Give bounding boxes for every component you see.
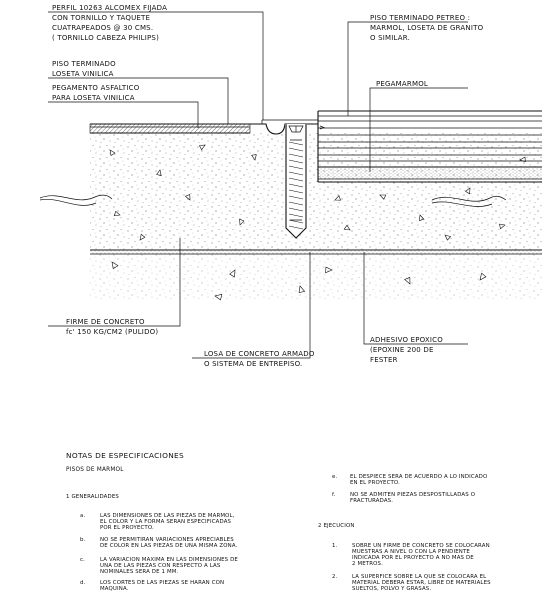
label-pegamarmol [376,80,428,88]
adhesivo-line-1: ADHESIVO EPOXICO [370,336,443,344]
pegamento-line-2: PARA LOSETA VINILICA [52,94,135,102]
pegamento-line-1: PEGAMENTO ASFALTICO [52,84,140,92]
label-adhesivo [370,336,443,364]
floor-section [40,111,542,301]
section-1-title: 1 GENERALIDADES [66,494,119,500]
svg-text:ADHESIVO EPOXICO [370,336,443,344]
note-d-line-2: MAQUINA. [100,586,129,592]
note-1-line-2: MUESTRAS A NIVEL O CON LA PENDIENTE [352,549,470,555]
losa-line-2: O SISTEMA DE ENTREPISO. [204,360,303,368]
note-e-letter: e. [332,474,338,480]
note-c-line-1: LA VARIACION MAXIMA EN LAS DIMENSIONES DE [100,557,238,563]
note-2-line-1: LA SUPERFICE SOBRE LA QUE SE COLOCARA EL [352,574,487,580]
svg-text:PEGAMENTO ASFALTICO [52,84,140,92]
specification-notes [66,451,491,592]
perfil-line-3: CUATRAPEADOS @ 30 CMS. [52,24,154,32]
svg-text:MARMOL, LOSETA DE GRANITO [370,24,484,32]
svg-text:CON TORNILLO Y TAQUETE [52,14,150,22]
pegamarmol-line-1: PEGAMARMOL [376,80,428,88]
note-c-line-2: UNA DE LAS PIEZAS CON RESPECTO A LAS [100,563,221,569]
svg-text:FIRME DE CONCRETO [66,318,145,326]
notes-subtitle: PISOS DE MARMOL [66,467,124,473]
note-a-letter: a. [80,513,86,519]
label-losa [204,350,315,368]
firme-line-1: FIRME DE CONCRETO [66,318,145,326]
svg-text:PISO TERMINADO [52,60,116,68]
notes-title: NOTAS DE ESPECIFICACIONES [66,451,184,460]
svg-text:PEGAMARMOL [376,80,428,88]
adhesivo-line-3: FESTER [370,356,398,364]
concrete-firm-layer [90,133,542,250]
piso-vinilico-line-2: LOSETA VINILICA [52,70,114,78]
note-d-letter: d. [80,580,86,586]
svg-text:PISO TERMINADO PETREO : [370,14,470,22]
piso-petreo-line-3: O SIMILAR. [370,34,411,42]
losa-line-1: LOSA DE CONCRETO ARMADO [204,350,315,358]
firme-line-2: fc' 150 KG/CM2 (PULIDO) [66,328,159,336]
note-c-letter: c. [80,557,85,563]
section-2-title: 2 EJECUCION [318,523,355,529]
note-a-line-2: EL COLOR Y LA FORMA SERAN ESPECIFICADAS [100,519,232,525]
note-1-line-3: INDICADA POR EL PROYECTO A NO MAS DE [352,555,474,561]
svg-text:LOSA DE CONCRETO ARMADO [204,350,315,358]
note-b-line-2: DE COLOR EN LAS PIEZAS DE UNA MISMA ZONA. [100,543,238,549]
note-f-line-2: FRACTURADAS. [350,498,394,504]
svg-text:(EPOXINE 200 DE [370,346,434,354]
concrete-slab-layer [90,254,542,299]
pegamarmol-layer [318,167,542,179]
svg-text:FESTER [370,356,398,364]
note-1-line-4: 2 METROS. [352,561,383,567]
note-1-line-1: SOBRE UN FIRME DE CONCRETO SE COLOCARAN [352,543,490,549]
note-d-line-1: LOS CORTES DE LAS PIEZAS SE HARAN CON [100,580,225,586]
note-a-line-1: LAS DIMENSIONES DE LAS PIEZAS DE MARMOL, [100,513,235,519]
perfil-line-2: CON TORNILLO Y TAQUETE [52,14,151,22]
note-2-line-3: SUELTOS, POLVO Y GRASAS. [352,586,432,592]
screw-and-plug [285,124,307,238]
label-piso-petreo [370,14,484,42]
svg-text:O SISTEMA DE ENTREPISO. [204,360,302,368]
svg-text:( TORNILLO CABEZA PHILIPS) [52,34,159,42]
svg-text:CUATRAPEADOS @ 30 CMS. [52,24,153,32]
perfil-line-4: ( TORNILLO CABEZA PHILIPS) [52,34,160,42]
note-b-line-1: NO SE PERMITIRAN VARIACIONES APRECIABLES [100,537,234,543]
svg-text:PARA LOSETA VINILICA [52,94,135,102]
note-2-number: 2. [332,574,338,580]
note-f-letter: f. [332,492,336,498]
perfil-line-1: PERFIL 10263 ALCOMEX FIJADA [52,4,168,12]
label-piso-vinilico [52,60,116,78]
svg-text:LOSETA VINILICA [52,70,114,78]
label-pegamento [52,84,140,102]
adhesivo-line-2: (EPOXINE 200 DE [370,346,434,354]
note-a-line-3: POR EL PROYECTO. [100,525,154,531]
piso-petreo-line-1: PISO TERMINADO PETREO : [370,14,471,22]
note-2-line-2: MATERIAL DEBERA ESTAR, LIBRE DE MATERIALES [352,580,491,586]
piso-petreo-line-2: MARMOL, LOSETA DE GRANITO [370,24,484,32]
label-firme [66,318,158,336]
svg-text:fc' 150 KG/CM2 (PULIDO) [66,328,158,336]
note-b-letter: b. [80,537,86,543]
note-e-line-2: EN EL PROYECTO. [350,480,400,486]
note-1-number: 1. [332,543,338,549]
svg-text:PERFIL 10263 ALCOMEX FIJADA [52,4,167,12]
label-perfil [52,4,167,42]
aluminum-profile [250,120,318,134]
note-f-line-1: NO SE ADMITEN PIEZAS DESPOSTILLADAS O [350,492,476,498]
note-c-line-3: NOMINALES SERA DE 1 MM. [100,569,179,575]
piso-vinilico-line-1: PISO TERMINADO [52,60,116,68]
asphalt-adhesive-layer [90,124,250,133]
svg-text:O SIMILAR. [370,34,410,42]
note-e-line-1: EL DESPIECE SERA DE ACUERDO A LO INDICADO [350,474,488,480]
